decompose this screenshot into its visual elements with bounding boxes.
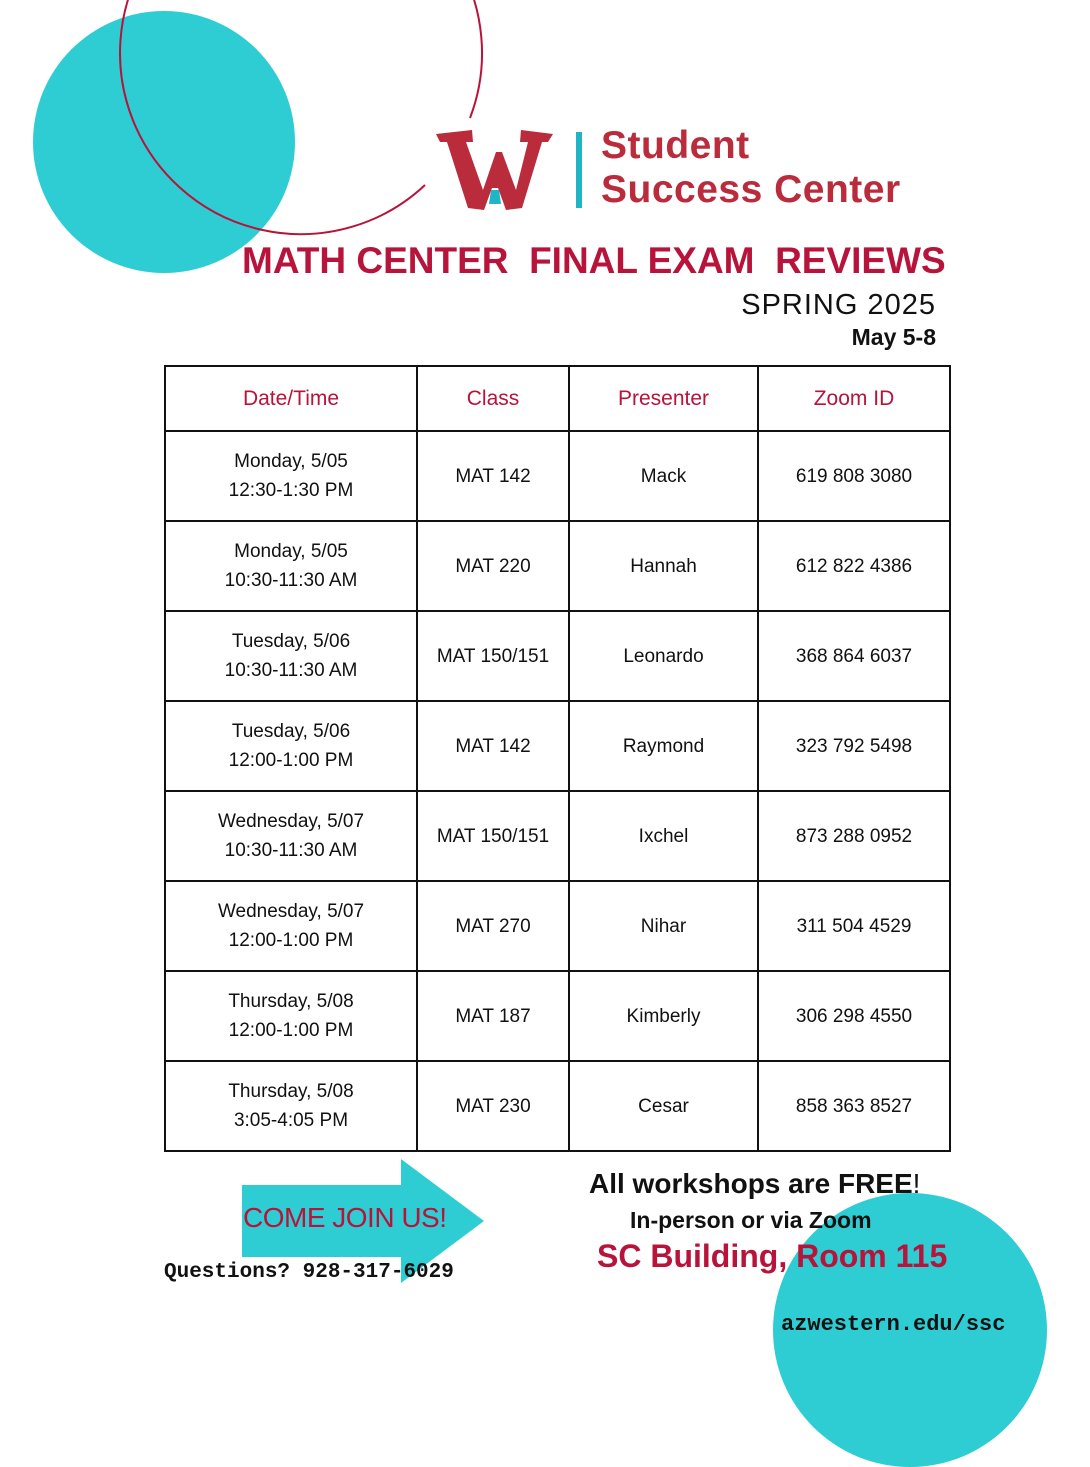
date-time-cell — [165, 431, 417, 521]
time: 12:00-1:00 PM — [228, 1020, 354, 1041]
free-text: All workshops are FREE — [589, 1168, 913, 1199]
time: 3:05-4:05 PM — [233, 1110, 349, 1131]
zoom-id-cell: 306 298 4550 — [758, 971, 950, 1061]
zoom-id-cell: 858 363 8527 — [758, 1061, 950, 1151]
date-time-cell — [165, 701, 417, 791]
location: SC Building, Room 115 — [597, 1238, 948, 1274]
table-row — [165, 701, 950, 791]
logo-wordmark — [601, 124, 901, 212]
time: 12:00-1:00 PM — [228, 930, 354, 951]
class-cell: MAT 230 — [417, 1061, 569, 1151]
column-header-class: Class — [417, 366, 569, 431]
time: 10:30-11:30 AM — [224, 840, 358, 861]
table-row — [165, 611, 950, 701]
day: Thursday, 5/08 — [228, 1081, 354, 1102]
presenter-cell: Cesar — [569, 1061, 758, 1151]
presenter-cell: Ixchel — [569, 791, 758, 881]
logo-line-1: Student — [601, 124, 750, 167]
table-row — [165, 971, 950, 1061]
class-cell: MAT 142 — [417, 431, 569, 521]
date-time-cell — [165, 881, 417, 971]
column-header-presenter: Presenter — [569, 366, 758, 431]
day: Thursday, 5/08 — [228, 991, 354, 1012]
call-to-action: COME JOIN US! — [243, 1202, 447, 1233]
date-time-cell — [165, 791, 417, 881]
term-label: SPRING 2025 — [741, 289, 936, 321]
table-row — [165, 791, 950, 881]
table-header-row — [165, 366, 950, 431]
day: Wednesday, 5/07 — [217, 901, 365, 922]
date-range: May 5-8 — [851, 324, 936, 350]
presenter-cell: Raymond — [569, 701, 758, 791]
table-row — [165, 521, 950, 611]
presenter-cell: Nihar — [569, 881, 758, 971]
class-cell: MAT 220 — [417, 521, 569, 611]
zoom-id-cell: 873 288 0952 — [758, 791, 950, 881]
day: Monday, 5/05 — [234, 541, 348, 562]
zoom-id-cell: 311 504 4529 — [758, 881, 950, 971]
presenter-cell: Kimberly — [569, 971, 758, 1061]
page-title: MATH CENTER FINAL EXAM REVIEWS — [242, 240, 946, 281]
day: Monday, 5/05 — [234, 451, 348, 472]
class-cell: MAT 270 — [417, 881, 569, 971]
table-row — [165, 881, 950, 971]
presenter-cell: Leonardo — [569, 611, 758, 701]
class-cell: MAT 187 — [417, 971, 569, 1061]
day: Tuesday, 5/06 — [231, 721, 351, 742]
zoom-id-cell: 619 808 3080 — [758, 431, 950, 521]
questions-phone: Questions? 928-317-6029 — [164, 1261, 454, 1284]
class-cell: MAT 150/151 — [417, 611, 569, 701]
time: 12:30-1:30 PM — [228, 480, 354, 501]
class-cell: MAT 142 — [417, 701, 569, 791]
date-time-cell — [165, 611, 417, 701]
table-row — [165, 431, 950, 521]
college-w-logo-icon — [436, 128, 554, 212]
website-link[interactable]: azwestern.edu/ssc — [781, 1312, 1006, 1337]
date-time-cell — [165, 521, 417, 611]
time: 10:30-11:30 AM — [224, 570, 358, 591]
zoom-id-cell: 368 864 6037 — [758, 611, 950, 701]
date-time-cell — [165, 1061, 417, 1151]
schedule-table — [164, 365, 951, 1152]
table-row — [165, 1061, 950, 1151]
date-time-cell — [165, 971, 417, 1061]
presenter-cell: Mack — [569, 431, 758, 521]
zoom-id-cell: 612 822 4386 — [758, 521, 950, 611]
attendance-modes: In-person or via Zoom — [630, 1207, 872, 1233]
zoom-id-cell: 323 792 5498 — [758, 701, 950, 791]
presenter-cell: Hannah — [569, 521, 758, 611]
column-header-zoom-id: Zoom ID — [758, 366, 950, 431]
day: Tuesday, 5/06 — [231, 631, 351, 652]
logo-line-2: Success Center — [601, 168, 901, 211]
time: 12:00-1:00 PM — [228, 750, 354, 771]
logo-divider — [576, 132, 582, 208]
decorative-teal-circle-top — [33, 11, 295, 273]
column-header-date-time: Date/Time — [165, 366, 417, 431]
free-exclamation: ! — [912, 1168, 921, 1199]
free-workshops-note — [589, 1168, 920, 1200]
class-cell: MAT 150/151 — [417, 791, 569, 881]
day: Wednesday, 5/07 — [217, 811, 365, 832]
time: 10:30-11:30 AM — [224, 660, 358, 681]
